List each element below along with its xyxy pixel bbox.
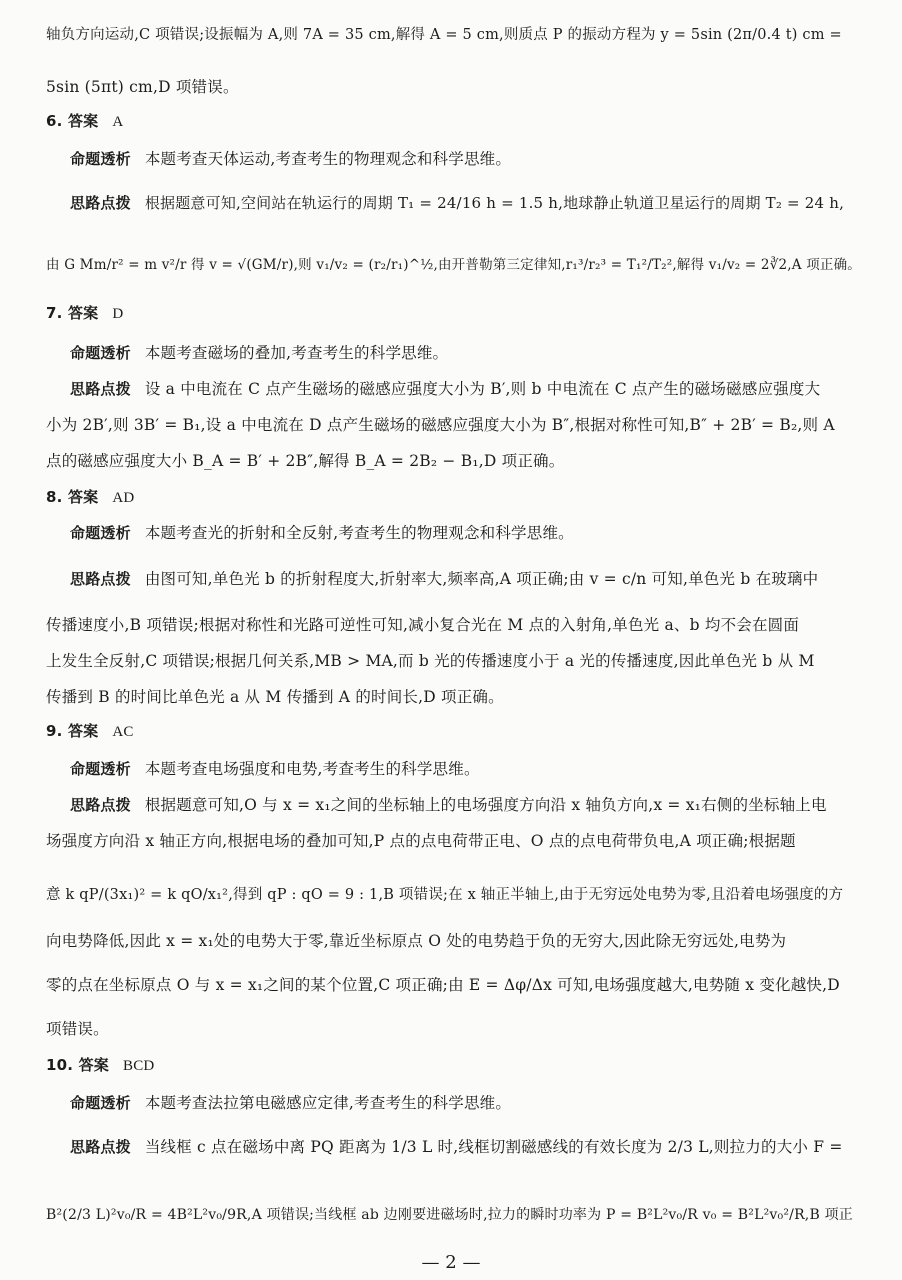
- page-number: — 2 —: [421, 1252, 481, 1273]
- answer-9: 9. 答案 AC: [46, 722, 134, 740]
- text-line: 轴负方向运动,C 项错误;设振幅为 A,则 7A = 35 cm,解得 A = 5 cm,则质点 P 的振动方程为 y = 5sin (2π/0.4 t) cm =: [46, 27, 842, 43]
- answer-7: 7. 答案 D: [46, 304, 124, 322]
- text-line: 向电势降低,因此 x = x₁处的电势大于零,靠近坐标原点 O 处的电势趋于负的无穷大,因此除无穷远处,电势为: [46, 932, 787, 950]
- text-line: B²(2/3 L)²v₀/R = 4B²L²v₀/9R,A 项错误;当线框 ab 边刚要进磁场时,拉力的瞬时功率为 P = B²L²v₀/R v₀ = B²L²v₀²/R,B 项正: [46, 1207, 853, 1223]
- text-line: 点的磁感应强度大小 B_A = B′ + 2B″,解得 B_A = 2B₂ − B₁,D 项正确。: [46, 452, 565, 470]
- text-line: 传播速度小,B 项错误;根据对称性和光路可逆性可知,减小复合光在 M 点的入射角,单色光 a、b 均不会在圆面: [46, 616, 800, 634]
- intent-8: 命题透析 本题考查光的折射和全反射,考查考生的物理观念和科学思维。: [70, 524, 574, 542]
- answer-8: 8. 答案 AD: [46, 488, 135, 506]
- text-line: 传播到 B 的时间比单色光 a 从 M 传播到 A 的时间长,D 项正确。: [46, 688, 504, 706]
- text-line: 零的点在坐标原点 O 与 x = x₁之间的某个位置,C 项正确;由 E = Δφ/Δx 可知,电场强度越大,电势随 x 变化越快,D: [46, 976, 840, 994]
- hint-9: 思路点拨 根据题意可知,O 与 x = x₁之间的坐标轴上的电场强度方向沿 x 轴负方向,x = x₁右侧的坐标轴上电: [70, 796, 827, 814]
- answer-6: 6. 答案 A: [46, 112, 124, 130]
- hint-6: 思路点拨 根据题意可知,空间站在轨运行的周期 T₁ = 24/16 h = 1.5 h,地球静止轨道卫星运行的周期 T₂ = 24 h,: [70, 194, 845, 212]
- text-line: 由 G Mm/r² = m v²/r 得 v = √(GM/r),则 v₁/v₂ = (r₂/r₁)^½,由开普勒第三定律知,r₁³/r₂³ = T₁²/T₂²,解得 v₁/v₂ = 2∛2,A 项正确。: [46, 257, 861, 273]
- text-line: 意 k qP/(3x₁)² = k qO/x₁²,得到 qP : qO = 9 : 1,B 项错误;在 x 轴正半轴上,由于无穷远处电势为零,且沿着电场强度的方: [46, 887, 844, 903]
- intent-10: 命题透析 本题考查法拉第电磁感应定律,考查考生的科学思维。: [70, 1094, 512, 1112]
- text-line: 5sin (5πt) cm,D 项错误。: [46, 78, 239, 96]
- hint-8: 思路点拨 由图可知,单色光 b 的折射程度大,折射率大,频率高,A 项正确;由 v = c/n 可知,单色光 b 在玻璃中: [70, 570, 819, 588]
- intent-7: 命题透析 本题考查磁场的叠加,考查考生的科学思维。: [70, 344, 449, 362]
- text-line: 上发生全反射,C 项错误;根据几何关系,MB > MA,而 b 光的传播速度小于 a 光的传播速度,因此单色光 b 从 M: [46, 652, 815, 670]
- text-line: 场强度方向沿 x 轴正方向,根据电场的叠加可知,P 点的点电荷带正电、O 点的点电荷带负电,A 项正确;根据题: [46, 832, 796, 850]
- intent-6: 命题透析 本题考查天体运动,考查考生的物理观念和科学思维。: [70, 150, 512, 168]
- text-line: 小为 2B′,则 3B′ = B₁,设 a 中电流在 D 点产生磁场的磁感应强度大小为 B″,根据对称性可知,B″ + 2B′ = B₂,则 A: [46, 416, 835, 434]
- hint-10: 思路点拨 当线框 c 点在磁场中离 PQ 距离为 1/3 L 时,线框切割磁感线的有效长度为 2/3 L,则拉力的大小 F =: [70, 1138, 843, 1156]
- hint-7: 思路点拨 设 a 中电流在 C 点产生磁场的磁感应强度大小为 B′,则 b 中电流在 C 点产生的磁场磁感应强度大: [70, 380, 821, 398]
- answer-10: 10. 答案 BCD: [46, 1056, 155, 1074]
- intent-9: 命题透析 本题考查电场强度和电势,考查考生的科学思维。: [70, 760, 480, 778]
- text-line: 项错误。: [46, 1020, 109, 1038]
